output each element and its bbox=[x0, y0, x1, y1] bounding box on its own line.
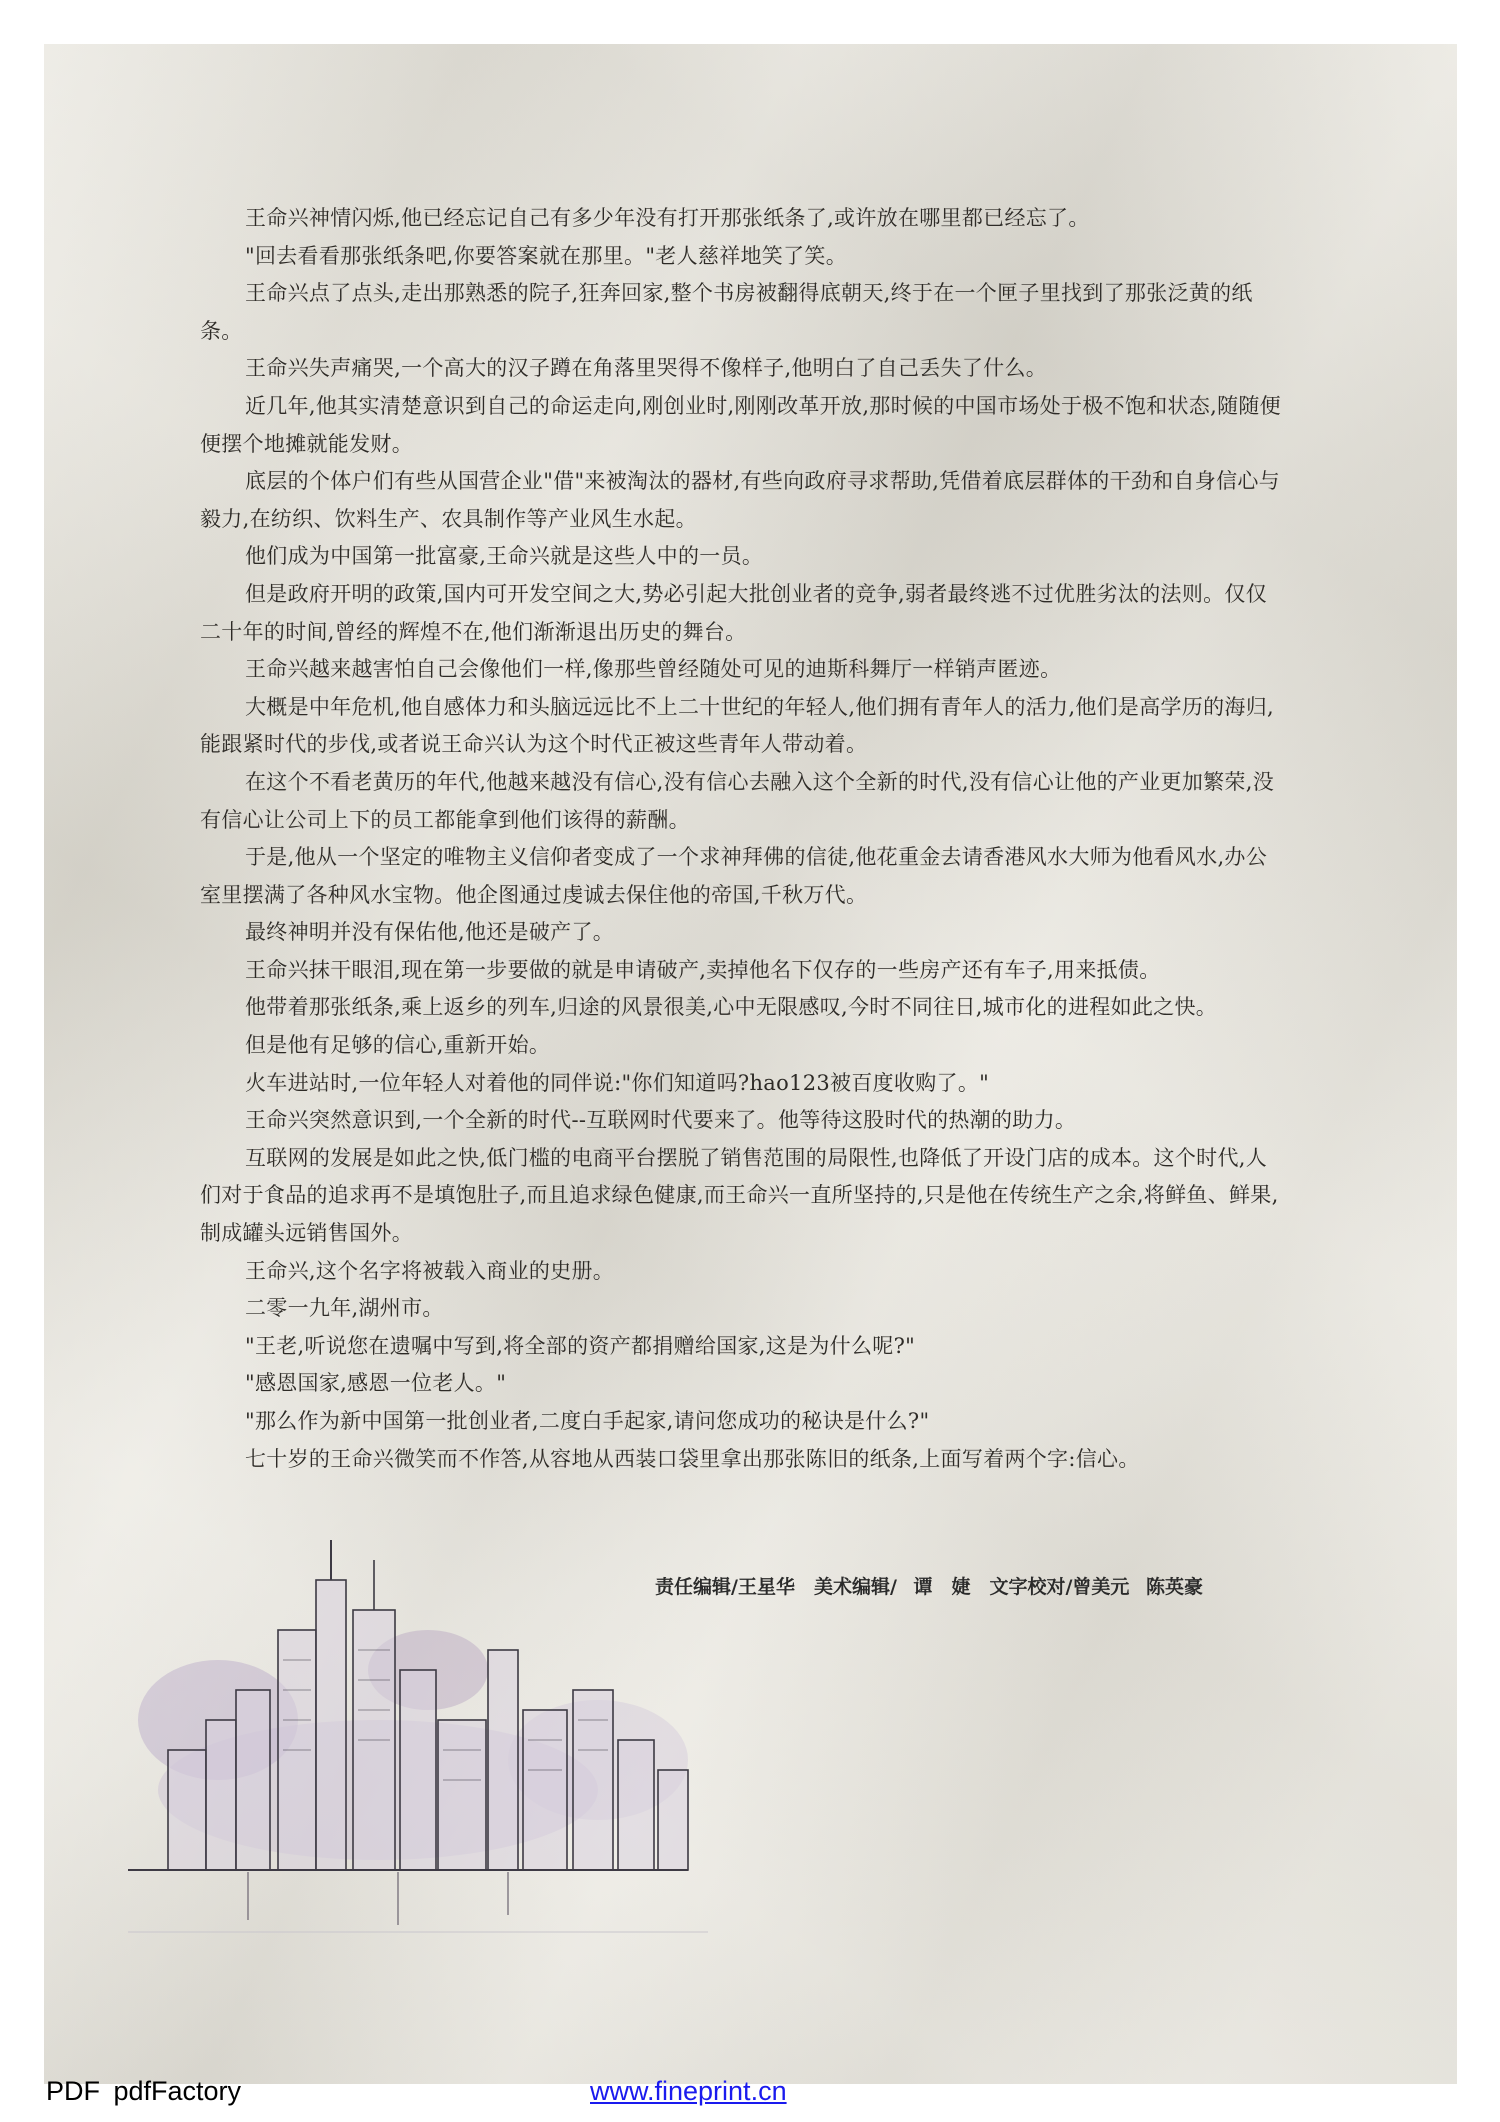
story-paragraph: "王老,听说您在遗嘱中写到,将全部的资产都捐赠给国家,这是为什么呢?" bbox=[245, 1333, 916, 1358]
story-paragraph: "感恩国家,感恩一位老人。" bbox=[245, 1371, 507, 1396]
story-paragraph: 王命兴突然意识到,一个全新的时代--互联网时代要来了。他等待这股时代的热潮的助力。 bbox=[245, 1108, 1077, 1133]
story-paragraph: 底层的个体户们有些从国营企业"借"来被淘汰的器材,有些向政府寻求帮助,凭借着底层群体的干劲和自身信心与毅力,在纺织、饮料生产、农具制作等产业风生水起。 bbox=[200, 469, 1280, 531]
story-paragraph: 王命兴点了点头,走出那熟悉的院子,狂奔回家,整个书房被翻得底朝天,终于在一个匣子里找到了那张泛黄的纸条。 bbox=[200, 281, 1253, 343]
story-paragraph: 他们成为中国第一批富豪,王命兴就是这些人中的一员。 bbox=[245, 544, 764, 569]
story-paragraph: 七十岁的王命兴微笑而不作答,从容地从西装口袋里拿出那张陈旧的纸条,上面写着两个字:信心。 bbox=[245, 1446, 1140, 1471]
footer-fineprint-link[interactable]: www.fineprint.cn bbox=[590, 2076, 787, 2106]
story-paragraph: 大概是中年危机,他自感体力和头脑远远比不上二十世纪的年轻人,他们拥有青年人的活力,他们是高学历的海归,能跟紧时代的步伐,或者说王命兴认为这个时代正被这些青年人带动着。 bbox=[200, 694, 1274, 757]
story-paragraph: 他带着那张纸条,乘上返乡的列车,归途的风景很美,心中无限感叹,今时不同往日,城市化的进程如此之快。 bbox=[245, 995, 1218, 1020]
story-paragraph: 但是他有足够的信心,重新开始。 bbox=[245, 1033, 551, 1058]
story-body bbox=[200, 200, 1288, 1478]
city-skyline-sketch-icon bbox=[128, 1520, 720, 1940]
story-paragraph: 王命兴抹干眼泪,现在第一步要做的就是申请破产,卖掉他名下仅存的一些房产还有车子,用来抵债。 bbox=[245, 957, 1161, 982]
story-paragraph: "回去看看那张纸条吧,你要答案就在那里。"老人慈祥地笑了笑。 bbox=[245, 243, 847, 268]
story-paragraph: 火车进站时,一位年轻人对着他的同伴说:"你们知道吗?hao123被百度收购了。" bbox=[245, 1070, 990, 1095]
story-paragraph: 王命兴神情闪烁,他已经忘记自己有多少年没有打开那张纸条了,或许放在哪里都已经忘了。 bbox=[245, 206, 1090, 230]
story-paragraph: 王命兴失声痛哭,一个高大的汉子蹲在角落里哭得不像样子,他明白了自己丢失了什么。 bbox=[245, 356, 1048, 381]
story-paragraph: 王命兴越来越害怕自己会像他们一样,像那些曾经随处可见的迪斯科舞厅一样销声匿迹。 bbox=[245, 657, 1062, 682]
story-paragraph: 近几年,他其实清楚意识到自己的命运走向,刚创业时,刚刚改革开放,那时候的中国市场处于极不饱和状态,随随便便摆个地摊就能发财。 bbox=[200, 393, 1281, 456]
story-paragraph: 在这个不看老黄历的年代,他越来越没有信心,没有信心去融入这个全新的时代,没有信心让他的产业更加繁荣,没有信心让公司上下的员工都能拿到他们该得的薪酬。 bbox=[200, 769, 1274, 832]
story-paragraph: 二零一九年,湖州市。 bbox=[245, 1296, 444, 1321]
story-paragraph: 但是政府开明的政策,国内可开发空间之大,势必引起大批创业者的竞争,弱者最终逃不过优胜劣汰的法则。仅仅二十年的时间,曾经的辉煌不在,他们渐渐退出历史的舞台。 bbox=[200, 581, 1268, 644]
story-paragraph: 王命兴,这个名字将被载入商业的史册。 bbox=[245, 1258, 615, 1283]
footer-pdffactory: PDF pdfFactory bbox=[46, 2076, 242, 2106]
story-paragraph: "那么作为新中国第一批创业者,二度白手起家,请问您成功的秘诀是什么?" bbox=[245, 1409, 930, 1433]
editor-credits: 责任编辑/王星华 美术编辑/ 谭 婕 文字校对/曾美元 陈英豪 bbox=[655, 1576, 1204, 1598]
story-paragraph: 最终神明并没有保佑他,他还是破产了。 bbox=[245, 920, 615, 945]
story-paragraph: 于是,他从一个坚定的唯物主义信仰者变成了一个求神拜佛的信徒,他花重金去请香港风水大师为他看风水,办公室里摆满了各种风水宝物。他企图通过虔诚去保住他的帝国,千秋万代。 bbox=[200, 845, 1268, 907]
story-paragraph: 互联网的发展是如此之快,低门槛的电商平台摆脱了销售范围的局限性,也降低了开设门店的成本。这个时代,人们对于食品的追求再不是填饱肚子,而且追求绿色健康,而王命兴一直所坚持的,只是他在传统生产之余,将鲜鱼、鲜果,制成罐头远销售国外。 bbox=[200, 1145, 1279, 1246]
